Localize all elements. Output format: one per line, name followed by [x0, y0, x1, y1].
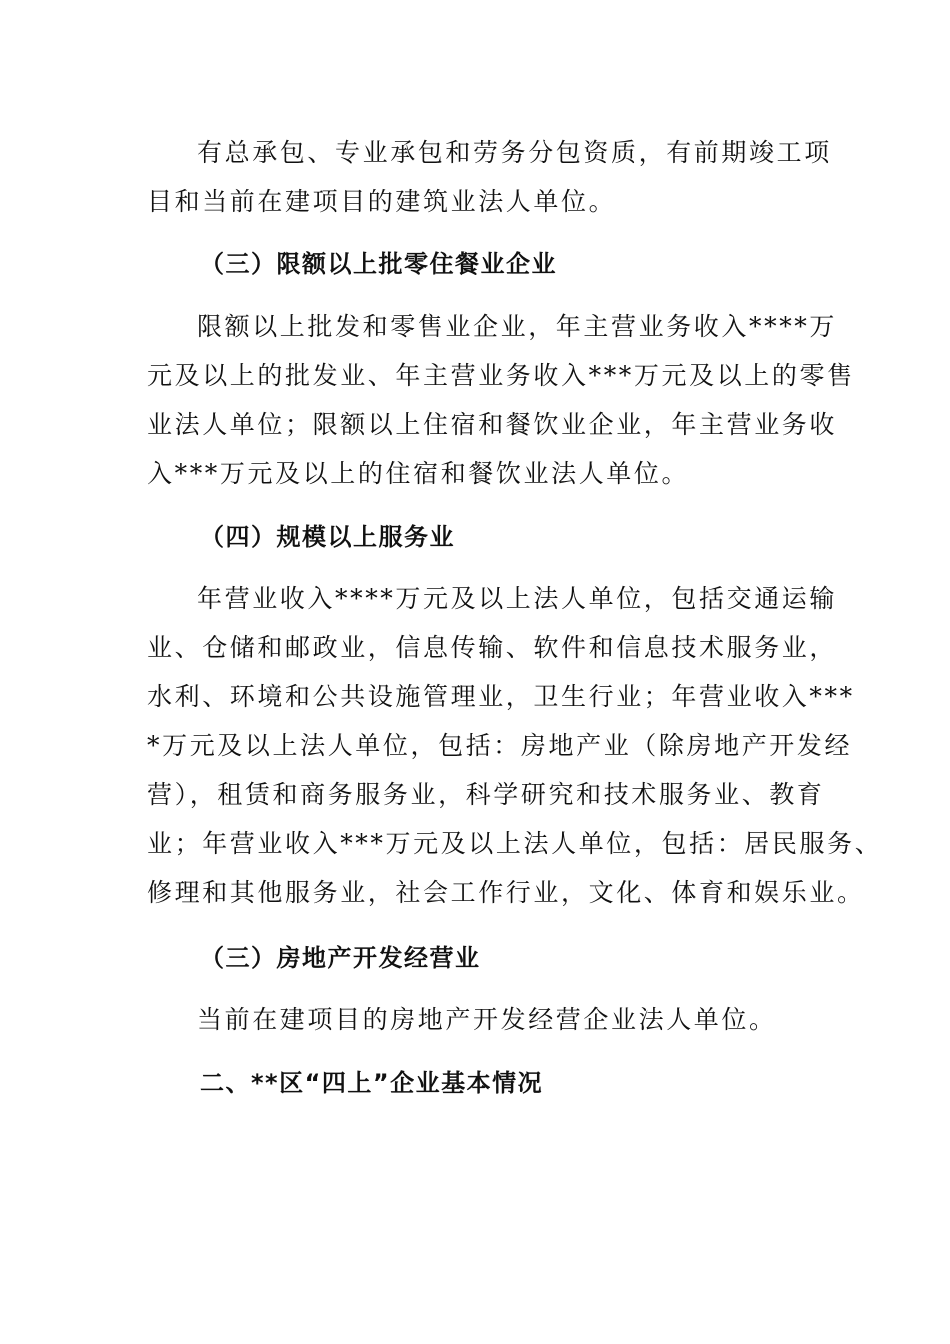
paragraph-line: 水利、环境和公共设施管理业，卫生行业；年营业收入***: [147, 682, 855, 711]
paragraph-line: *万元及以上法人单位，包括：房地产业（除房地产开发经: [147, 731, 853, 760]
paragraph-line: 入***万元及以上的住宿和餐饮业法人单位。: [147, 459, 690, 488]
paragraph-line: 业法人单位；限额以上住宿和餐饮业企业，年主营业务收: [147, 410, 838, 439]
paragraph-line: 业、仓储和邮政业，信息传输、软件和信息技术服务业，: [147, 633, 838, 662]
paragraph-line: 修理和其他服务业，社会工作行业，文化、体育和娱乐业。: [147, 878, 865, 907]
paragraph-line: 限额以上批发和零售业企业，年主营业务收入****万: [197, 312, 838, 341]
section-heading: （三）房地产开发经营业: [200, 944, 481, 972]
paragraph-line: 元及以上的批发业、年主营业务收入***万元及以上的零售: [147, 361, 855, 390]
paragraph-line: 当前在建项目的房地产开发经营企业法人单位。: [197, 1005, 777, 1034]
paragraph-line: 业；年营业收入***万元及以上法人单位，包括：居民服务、: [147, 829, 883, 858]
paragraph-line: 有总承包、专业承包和劳务分包资质，有前期竣工项: [197, 138, 832, 167]
paragraph-line: 年营业收入****万元及以上法人单位，包括交通运输: [197, 584, 838, 613]
section-heading: （四）规模以上服务业: [200, 523, 455, 551]
section-heading: 二、**区“四上”企业基本情况: [200, 1069, 544, 1097]
paragraph-line: 营），租赁和商务服务业，科学研究和技术服务业、教育: [147, 780, 825, 809]
paragraph-line: 目和当前在建项目的建筑业法人单位。: [147, 187, 617, 216]
section-heading: （三）限额以上批零住餐业企业: [200, 250, 557, 278]
